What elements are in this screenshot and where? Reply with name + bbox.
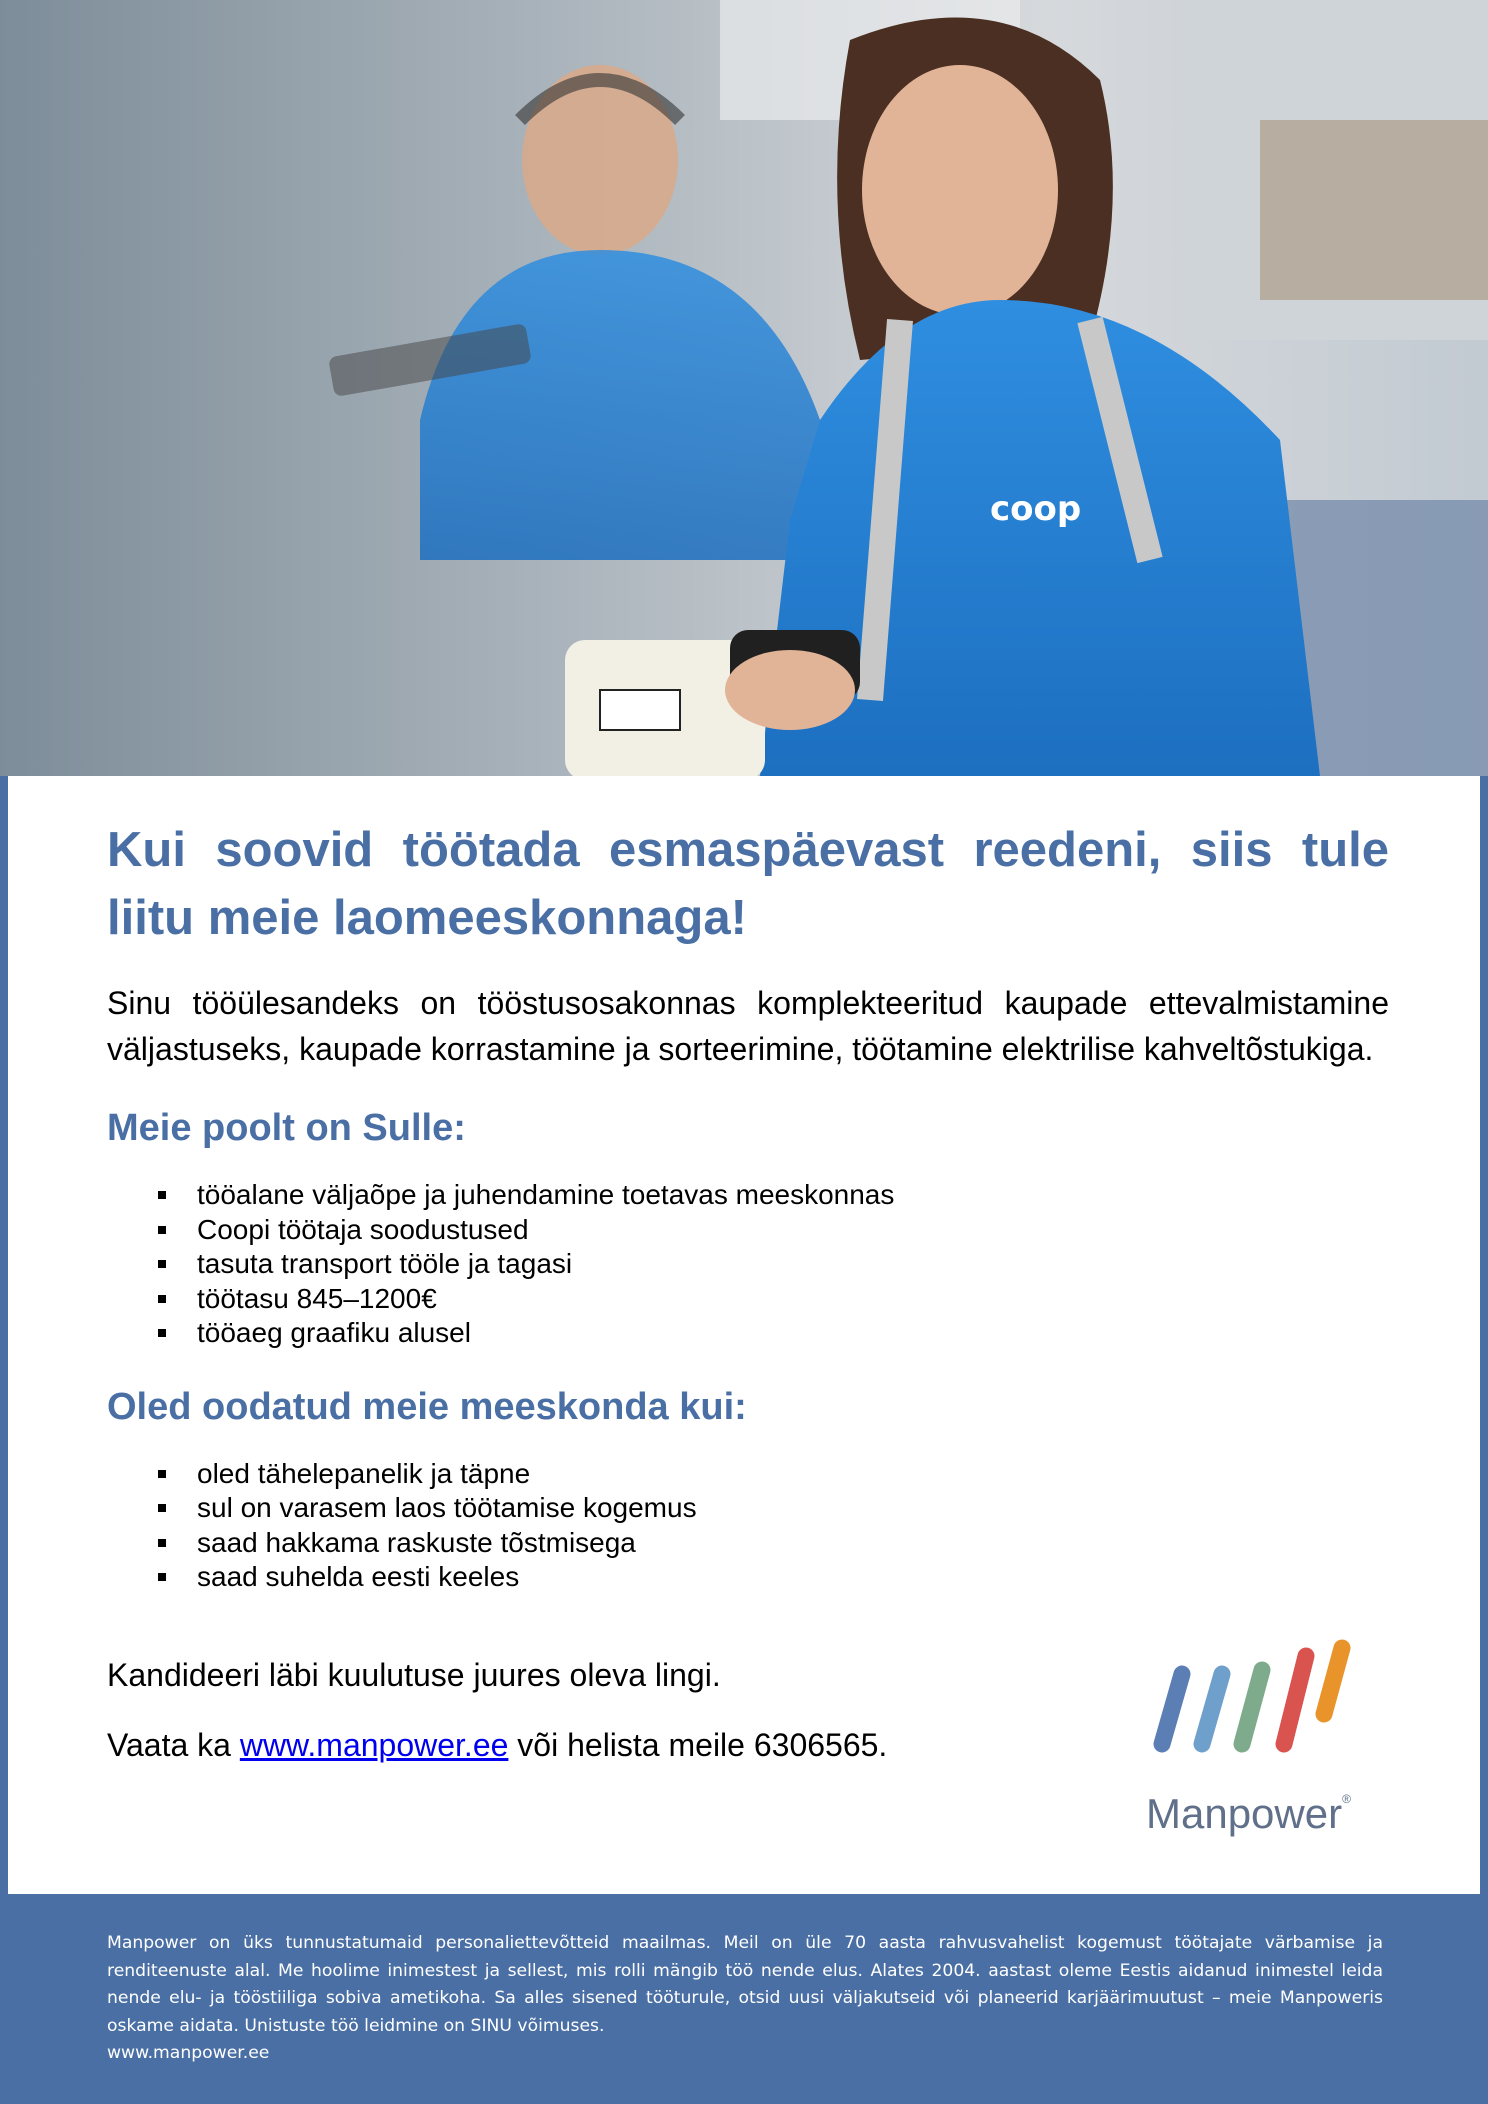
content-body (107, 816, 1389, 1765)
manpower-website-link[interactable]: www.manpower.ee (239, 1726, 509, 1763)
requirements-heading: Oled oodatud meie meeskonda kui: (107, 1385, 747, 1428)
requirements-list (107, 1457, 1389, 1595)
bullet-icon (158, 1295, 166, 1303)
manpower-wordmark: Manpower® (1146, 1790, 1351, 1837)
hero-photo (0, 0, 1488, 776)
contact-line: Vaata ka www.manpower.ee või helista meile 6306565. (107, 1726, 888, 1763)
bullet-icon (158, 1470, 166, 1478)
list-item: tööalane väljaõpe ja juhendamine toetavas meeskonnas (158, 1178, 1389, 1213)
bullet-icon (158, 1539, 166, 1547)
footer-url: www.manpower.ee (107, 2043, 270, 2063)
manpower-stripes-icon (1138, 1634, 1378, 1754)
list-item: töötasu 845–1200€ (158, 1282, 1389, 1317)
list-item: oled tähelepanelik ja täpne (158, 1457, 1389, 1492)
list-item: sul on varasem laos töötamise kogemus (158, 1491, 1389, 1526)
list-item: saad suhelda eesti keeles (158, 1560, 1389, 1595)
bullet-icon (158, 1573, 166, 1581)
bullet-icon (158, 1260, 166, 1268)
footer-text: Manpower on üks tunnustatumaid personaliettevõtteid maailmas. Meil on üle 70 aasta rahvusvahelist kogemust töötajate värbamise ja renditeenuste alal. Me hoolime inimestest ja sellest, mis rolli mängib töö nende elus. Alates 2004. aastast oleme Eestis aidanud inimestel leida nende elu- ja tööstiiliga sobiva ametikoha. Sa alles sisened tööturule, otsid uusi väljakutseid või planeerid karjäärimuutust – meie Manpoweris oskame aidata. Unistuste töö leidmine on SINU võimuses. (107, 1933, 1383, 2036)
manpower-logo (1138, 1634, 1378, 1837)
headline: Kui soovid töötada esmaspäevast reedeni, siis tule liitu meie laomeeskonnaga! (107, 823, 1389, 945)
bullet-icon (158, 1191, 166, 1199)
bullet-icon (158, 1329, 166, 1337)
offer-heading: Meie poolt on Sulle: (107, 1107, 466, 1149)
warehouse-workers-image (0, 0, 1488, 776)
content-card (8, 776, 1480, 1894)
bullet-icon (158, 1504, 166, 1512)
hero-logo-text: coop (990, 489, 1082, 529)
apply-instruction: Kandideeri läbi kuulutuse juures oleva lingi. (107, 1656, 721, 1693)
offer-list (107, 1178, 1389, 1351)
job-description: Sinu tööülesandeks on tööstusosakonnas komplekteeritud kaupade ettevalmistamine väljastuseks, kaupade korrastamine ja sorteerimine, töötamine elektrilise kahveltõstukiga. (107, 985, 1389, 1067)
bullet-icon (158, 1226, 166, 1234)
list-item: saad hakkama raskuste tõstmisega (158, 1526, 1389, 1561)
footer (107, 1930, 1383, 2068)
list-item: Coopi töötaja soodustused (158, 1213, 1389, 1248)
list-item: tasuta transport tööle ja tagasi (158, 1247, 1389, 1282)
list-item: tööaeg graafiku alusel (158, 1316, 1389, 1351)
